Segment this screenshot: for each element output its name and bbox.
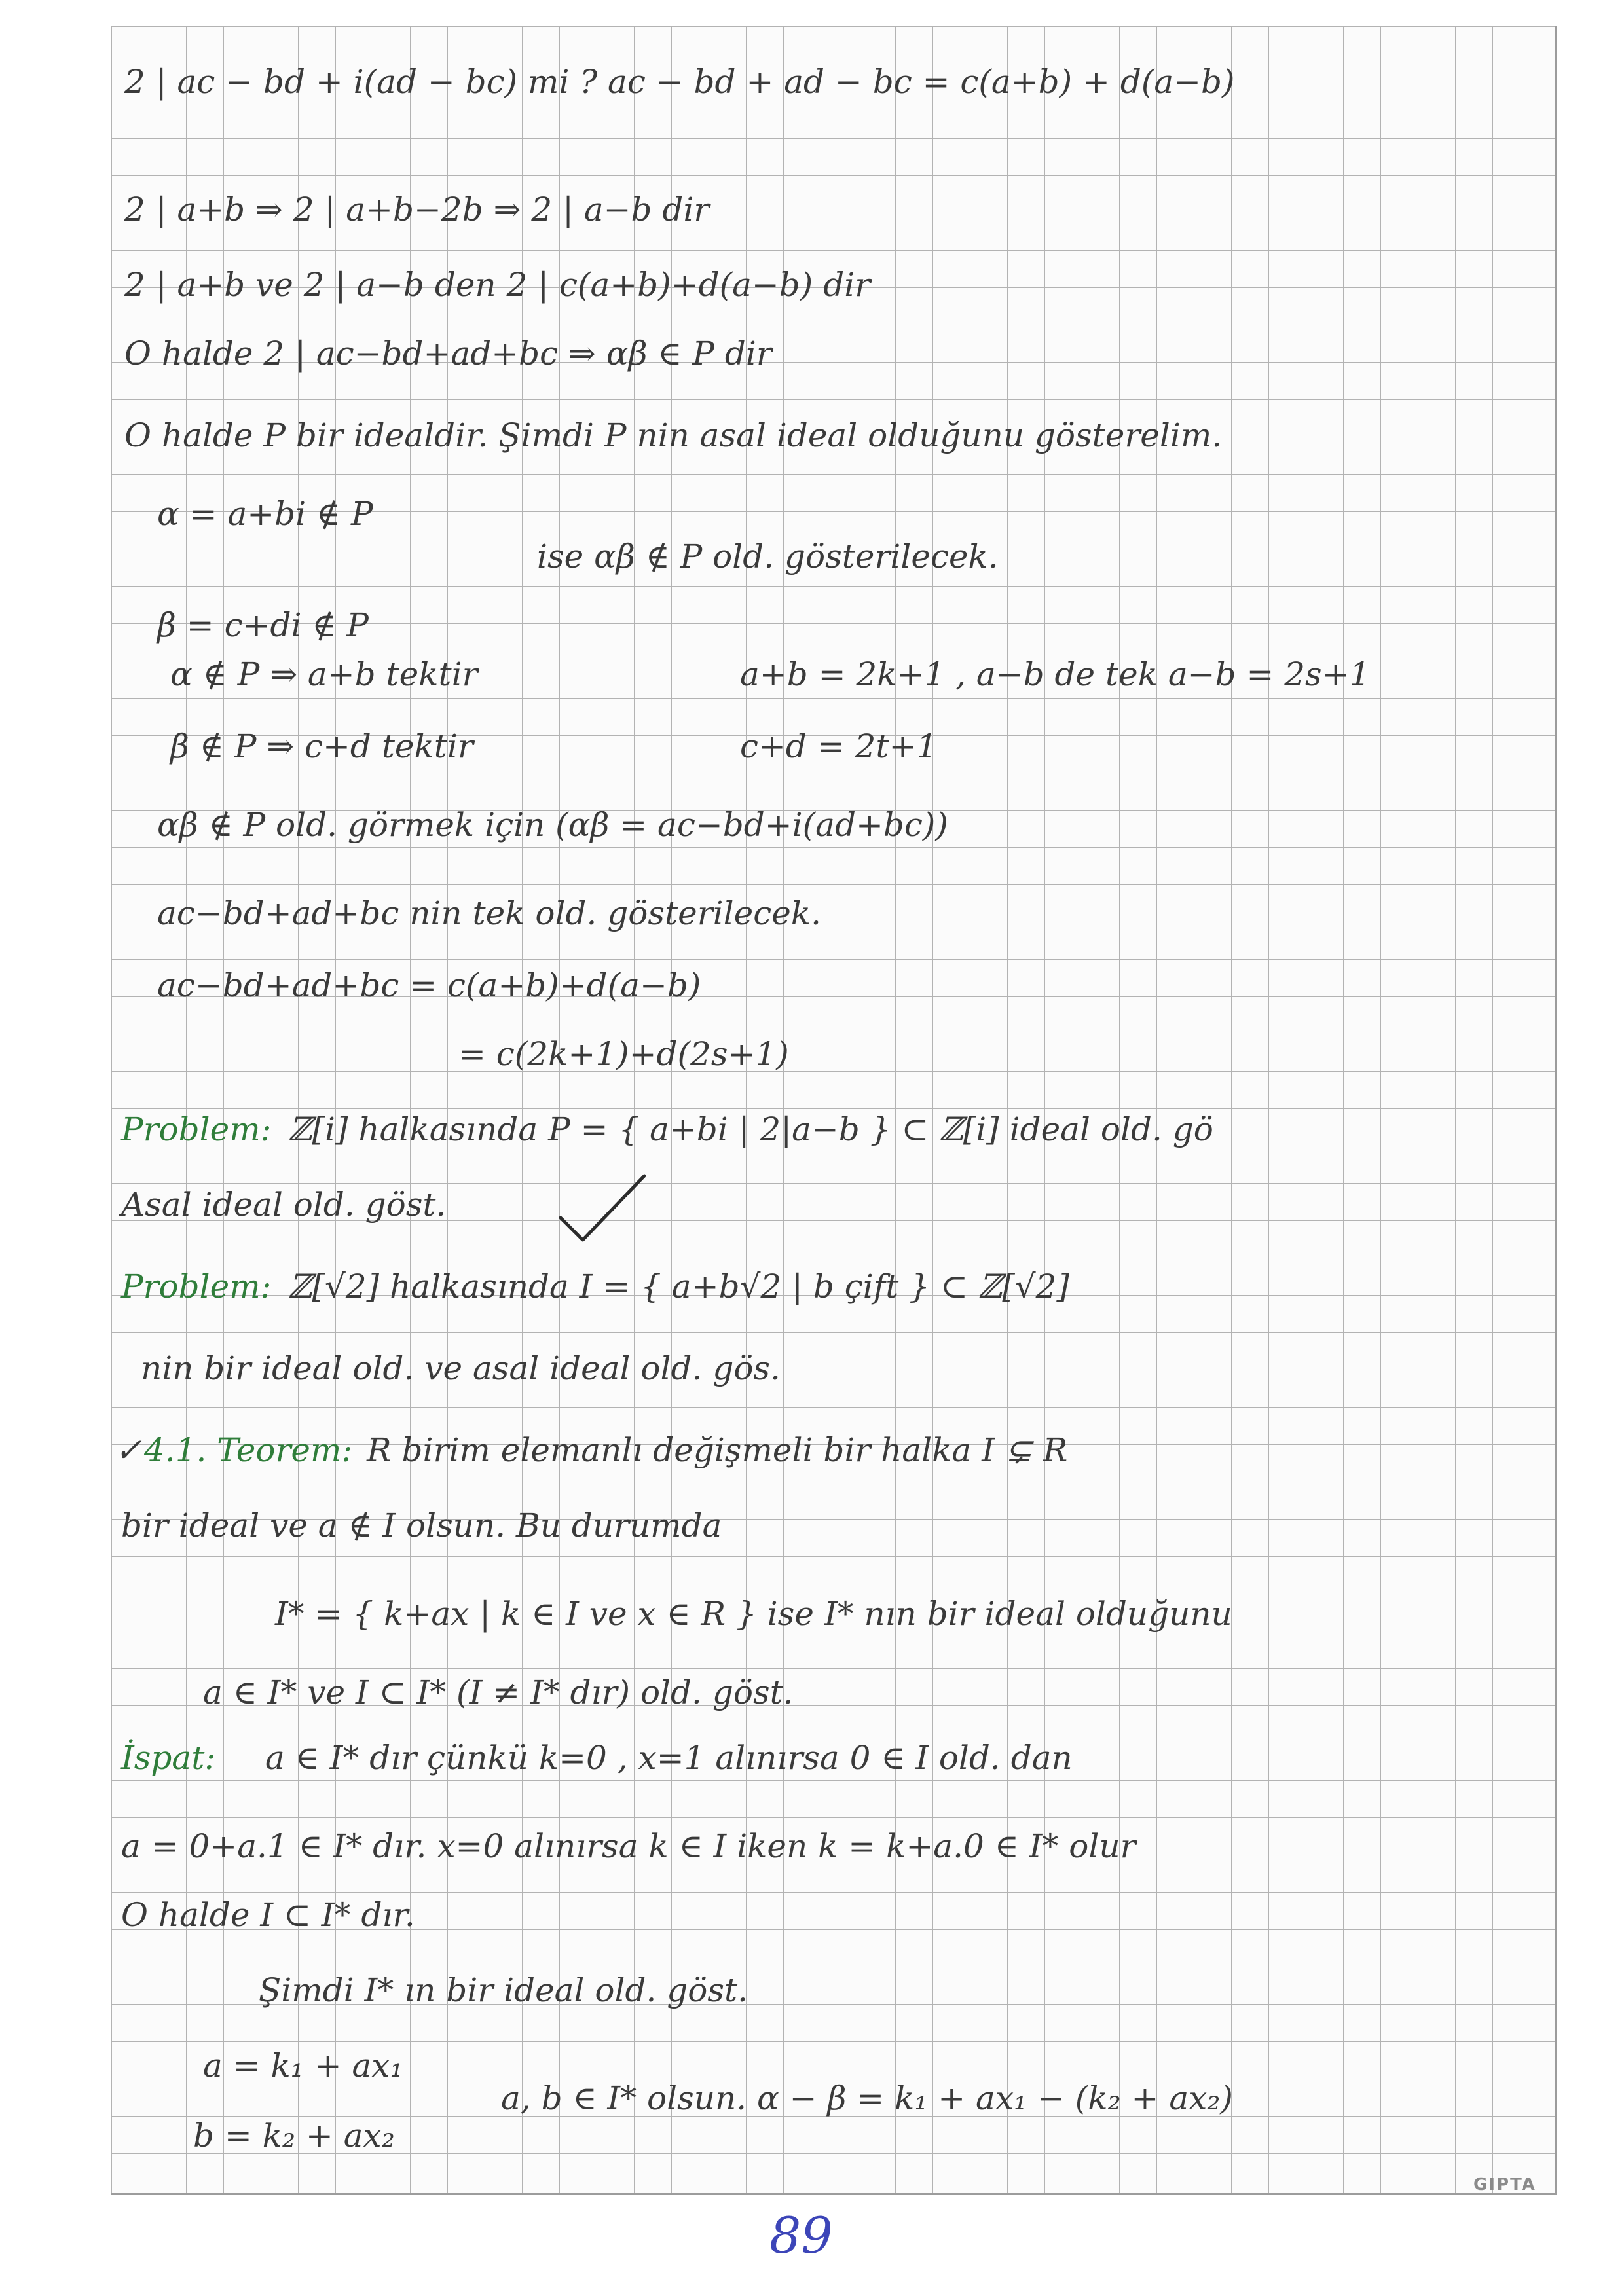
text-line: nin bir ideal old. ve asal ideal old. gös. <box>141 1349 781 1387</box>
text-line: β ∉ P ⇒ c+d tektir <box>170 727 473 765</box>
text-line: β = c+di ∉ P <box>157 606 369 644</box>
text-line: a, b ∈ I* olsun. α − β = k₁ + ax₁ − (k₂ + ax₂) <box>501 2079 1233 2117</box>
text-line: a = k₁ + ax₁ <box>203 2047 403 2085</box>
text-line: a ∈ I* ve I ⊂ I* (I ≠ I* dır) old. göst. <box>203 1673 794 1711</box>
text-line: a+b = 2k+1 , a−b de tek a−b = 2s+1 <box>740 655 1371 693</box>
text-line: αβ ∉ P old. görmek için (αβ = ac−bd+i(ad+bc)) <box>157 806 948 844</box>
text-line: O halde 2 | ac−bd+ad+bc ⇒ αβ ∈ P dir <box>124 335 772 373</box>
text-line: a ∈ I* dır çünkü k=0 , x=1 alınırsa 0 ∈ I old. dan <box>265 1739 1073 1777</box>
page-number: 89 <box>769 2206 833 2265</box>
text-line: a = 0+a.1 ∈ I* dır. x=0 alınırsa k ∈ I iken k = k+a.0 ∈ I* olur <box>121 1827 1136 1865</box>
problem-label: Problem: <box>121 1110 272 1148</box>
text-line: ac−bd+ad+bc nin tek old. gösterilecek. <box>157 894 821 932</box>
text-line: = c(2k+1)+d(2s+1) <box>458 1035 789 1073</box>
text-line: ise αβ ∉ P old. gösterilecek. <box>537 538 999 575</box>
text-line: O halde P bir idealdir. Şimdi P nin asal ideal olduğunu gösterelim. <box>124 416 1223 454</box>
text-line: 2 | ac − bd + i(ad − bc) mi ? ac − bd + ad − bc = c(a+b) + d(a−b) <box>124 63 1235 101</box>
text-line: I* = { k+ax | k ∈ I ve x ∈ R } ise I* nın bir ideal olduğunu <box>275 1595 1232 1633</box>
text-line: α = a+bi ∉ P <box>157 495 373 533</box>
text-line: O halde I ⊂ I* dır. <box>121 1896 415 1934</box>
text-line: 2 | a+b ⇒ 2 | a+b−2b ⇒ 2 | a−b dir <box>124 191 710 228</box>
text-line: ℤ[i] halkasında P = { a+bi | 2|a−b } ⊂ ℤ[i] ideal old. gö <box>288 1110 1213 1148</box>
text-line: ac−bd+ad+bc = c(a+b)+d(a−b) <box>157 966 701 1004</box>
text-line: ℤ[√2] halkasında I = { a+b√2 | b çift } ⊂ ℤ[√2] <box>288 1267 1069 1305</box>
text-line: Şimdi I* ın bir ideal old. göst. <box>259 1971 748 2009</box>
problem-label: Problem: <box>121 1267 272 1305</box>
proof-label: İspat: <box>121 1739 216 1777</box>
text-line: bir ideal ve a ∉ I olsun. Bu durumda <box>121 1506 722 1544</box>
text-line: Asal ideal old. göst. <box>121 1186 447 1224</box>
text-line: b = k₂ + ax₂ <box>193 2117 395 2155</box>
brand-logo: GIPTA <box>1473 2175 1536 2195</box>
check-mark-icon <box>557 1172 648 1244</box>
text-line: α ∉ P ⇒ a+b tektir <box>170 655 478 693</box>
text-line: 2 | a+b ve 2 | a−b den 2 | c(a+b)+d(a−b) dir <box>124 266 871 304</box>
theorem-label: 4.1. Teorem: <box>144 1431 353 1469</box>
check-mark-icon: ✓ <box>115 1431 142 1469</box>
text-line: c+d = 2t+1 <box>740 727 938 765</box>
text-line: R birim elemanlı değişmeli bir halka I ⊊ R <box>367 1431 1068 1469</box>
